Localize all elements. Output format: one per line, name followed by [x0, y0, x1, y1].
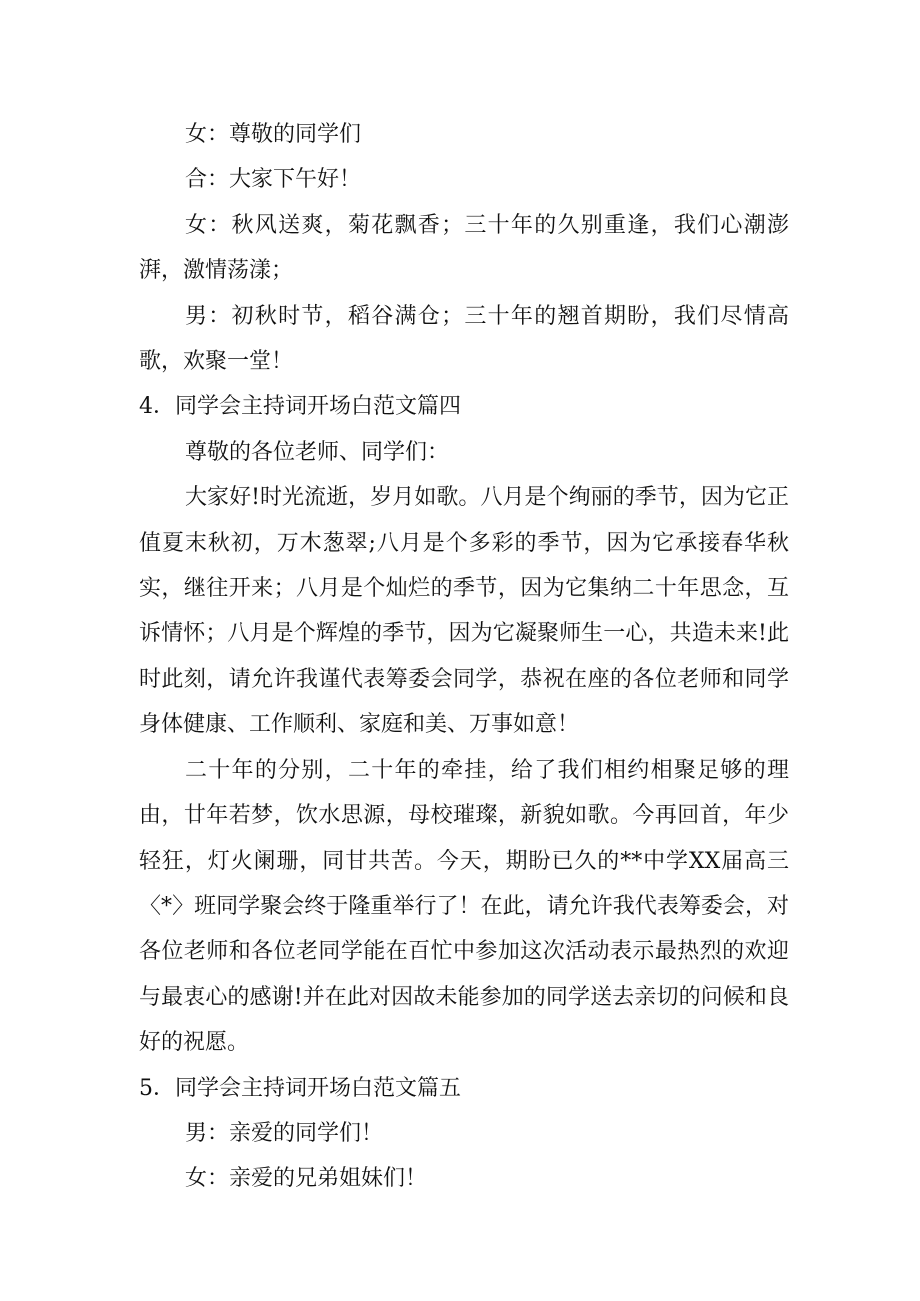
dialogue-line-male-classmates: 男：亲爱的同学们！: [185, 1120, 384, 1146]
dialogue-line-female-siblings: 女：亲爱的兄弟姐妹们！: [185, 1166, 428, 1192]
dialogue-line-together-greeting: 合：大家下午好！: [185, 167, 362, 193]
salutation-line: 尊敬的各位老师、同学们：: [185, 439, 450, 465]
body-paragraph-twenty-years: 二十年的分别，二十年的牵挂，给了我们相约相聚足够的理由，廿年若梦，饮水思源，母校璀璨，新貌如歌。今再回首，年少轻狂，灯火阑珊，同甘共苦。今天，期盼已久的**中学XX届高三〈*〉班同学聚会终于隆重举行了！在此，请允许我代表筹委会，对各位老师和各位老同学能在百忙中参加这次活动表示最热烈的欢迎与最衷心的感谢!并在此对因故未能参加的同学送去亲切的问候和良好的祝愿。: [139, 757, 789, 1056]
dialogue-line-female-greeting: 女：尊敬的同学们: [185, 122, 362, 147]
section-heading-part-five: 5．同学会主持词开场白范文篇五: [139, 1075, 461, 1101]
document-body: [139, 112, 789, 1202]
dialogue-line-male-autumn: 男：初秋时节，稻谷满仓；三十年的翘首期盼，我们尽情高歌，欢聚一堂！: [139, 303, 789, 375]
section-heading-part-four: 4．同学会主持词开场白范文篇四: [139, 394, 461, 420]
body-paragraph-august: 大家好!时光流逝，岁月如歌。八月是个绚丽的季节，因为它正值夏末秋初，万木葱翠;八月是个多彩的季节，因为它承接春华秋实，继往开来；八月是个灿烂的季节，因为它集纳二十年思念，互诉情怀；八月是个辉煌的季节，因为它凝聚师生一心，共造未来!此时此刻，请允许我谨代表筹委会同学，恭祝在座的各位老师和同学身体健康、工作顺利、家庭和美、万事如意！: [139, 485, 789, 738]
dialogue-line-female-autumn: 女：秋风送爽，菊花飘香；三十年的久别重逢，我们心潮澎湃，激情荡漾；: [139, 212, 789, 284]
